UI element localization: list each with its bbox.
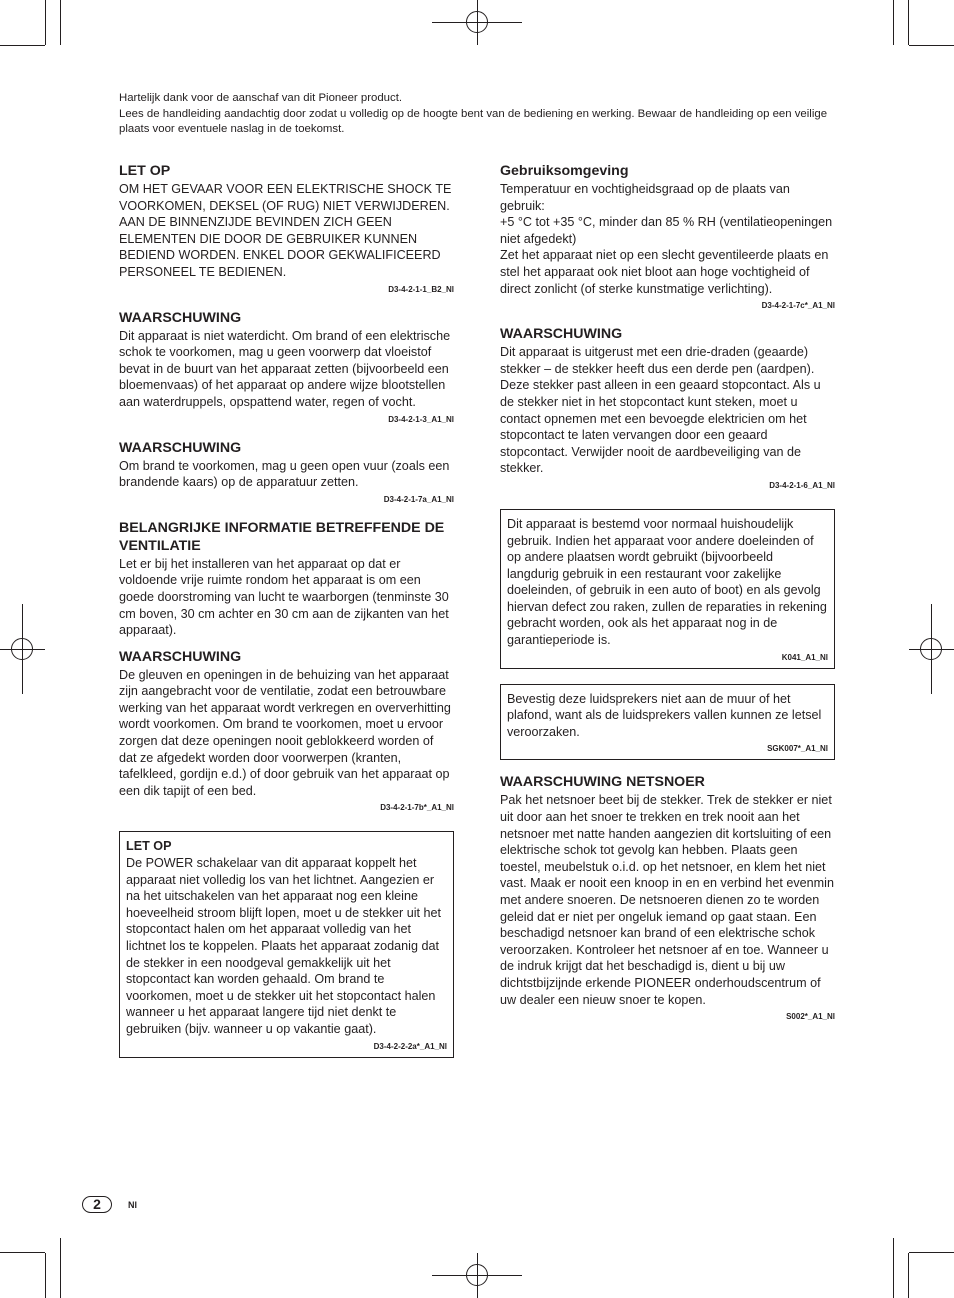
reference-code: D3-4-2-2-2a*_A1_Nl (373, 1041, 447, 1051)
section-text: Dit apparaat is uitgerust met een drie-draden (geaarde) stekker – de stekker heeft dus een derde pen (aardpen). Deze stekker past alleen in een geaard stopcontact. Als u de stekker niet in het stopcontact kunt steken, moet u contact opnemen met een bevoegde elektricien om het stopcontact te laten vervangen door een geaard stopcontact. Verwijder nooit de aardbeveiliging van de stekker. (500, 345, 821, 476)
left-column (119, 162, 454, 1073)
section-title: Gebruiksomgeving (500, 163, 629, 179)
section-title: WAARSCHUWING (119, 309, 242, 326)
section-let-op (119, 162, 454, 295)
section-text: +5 °C tot +35 °C, minder dan 85 % RH (ventilatieopeningen niet afgedekt) (500, 215, 833, 246)
reference-code: D3-4-2-1-7c*_A1_Nl (761, 301, 835, 311)
reference-code: D3-4-2-1-6_A1_Nl (769, 480, 835, 490)
page-number: 2 (82, 1196, 112, 1213)
box-text: Bevestig deze luidsprekers niet aan de muur of het plafond, want als de luidsprekers vallen kunnen ze letsel veroorzaken. (507, 691, 822, 739)
right-column (500, 162, 835, 1036)
section-text: Om brand te voorkomen, mag u geen open vuur (zoals een brandende kaars) op de apparatuur zetten. (119, 458, 450, 490)
reference-code: D3-4-2-1-1_B2_Nl (388, 284, 454, 294)
box-text: Dit apparaat is bestemd voor normaal huishoudelijk gebruik. Indien het apparaat voor andere doeleinden of op andere plaatsen wordt gebruikt (bijvoorbeeld langdurig gebruik in een restaurant voor zakelijke doeleinden, of gebruik in een auto of boot) en als gevolg hiervan defect zou raken, zullen de reparaties in rekening gebracht worden, ook als het apparaat nog in de garantieperiode is. (507, 516, 827, 648)
section-text: Zet het apparaat niet op een slecht geventileerde plaats en stel het apparaat ook niet bloot aan hoge vochtigheid of direct zonlicht (of sterke kunstmatige verlichting). (500, 248, 829, 296)
section-title: WAARSCHUWING (119, 648, 242, 665)
page-language: Nl (128, 1200, 137, 1210)
section-waarschuwing-water (119, 309, 454, 425)
reference-code: K041_A1_Nl (781, 652, 828, 662)
section-waarschuwing-netsnoer (500, 773, 835, 1022)
intro-line-1: Hartelijk dank voor de aanschaf van dit Pioneer product. (119, 92, 403, 104)
box-title: LET OP (126, 839, 172, 854)
intro-line-2: Lees de handleiding aandachtig door zodat u volledig op de hoogte bent van de bediening en werking. Bewaar de handleiding op een veilige plaats voor eventuele naslag in de toekomst. (119, 107, 828, 136)
section-text: De gleuven en openingen in de behuizing van het apparaat zijn aangebracht voor de ventilatie, zodat een betrouwbare werking van het apparaat wordt verkregen en oververhitting wordt voorkomen. Om brand te voorkomen, moet u ervoor zorgen dat deze openingen nooit geblokkeerd worden of dat ze afgedekt worden door voorwerpen (kranten, tafelkleed, gordijn e.d.) of door gebruik van het apparaat op een dik tapijt of een bed. (119, 667, 451, 798)
reference-code: D3-4-2-1-3_A1_Nl (388, 414, 454, 424)
intro-text (119, 91, 831, 138)
section-text: Temperatuur en vochtigheidsgraad op de plaats van gebruik: (500, 182, 790, 213)
section-title: WAARSCHUWING (119, 439, 242, 456)
reference-code: D3-4-2-1-7b*_A1_Nl (380, 803, 454, 813)
section-gebruiksomgeving (500, 162, 835, 311)
box-text: De POWER schakelaar van dit apparaat koppelt het apparaat niet volledig los van het lichtnet. Aangezien er na het uitschakelen van het apparaat nog een kleine hoeveelheid stroom blijft lopen, moet u de stekker uit het stopcontact halen om het apparaat volledig van het lichtnet los te koppelen. Plaats het apparaat zodanig dat de stekker in een noodgeval gemakkelijk uit het stopcontact kan worden gehaald. Om brand te voorkomen, moet u de stekker uit het stopcontact halen wanneer u het apparaat langere tijd niet denkt te gebruiken (bijv. wanneer u op vakantie gaat). (126, 856, 442, 1036)
section-title: WAARSCHUWING NETSNOER (500, 774, 705, 791)
section-ventilatie (119, 519, 454, 639)
section-text: Let er bij het installeren van het apparaat op dat er voldoende vrije ruimte rondom het apparaat is om een goede doorstroming van lucht te waarborgen (tenminste 30 cm boven, 30 cm achter en 30 cm aan de zijkanten van het apparaat). (119, 556, 449, 638)
reference-code: S002*_A1_Nl (786, 1012, 835, 1022)
section-title: LET OP (119, 163, 171, 179)
speaker-mount-notice-box (500, 684, 835, 761)
section-title: BELANGRIJKE INFORMATIE BETREFFENDE DE VENTILATIE (119, 519, 445, 554)
section-waarschuwing-stekker (500, 325, 835, 491)
section-text: Dit apparaat is niet waterdicht. Om brand of een elektrische schok te voorkomen, mag u geen voorwerp dat vloeistof bevat in de buurt van het apparaat zetten (bijvoorbeeld een bloemenvaas) of het apparaat op andere wijze blootstellen aan waterdruppels, opspattend water, regen of vocht. (119, 328, 451, 409)
section-text: OM HET GEVAAR VOOR EEN ELEKTRISCHE SHOCK TE VOORKOMEN, DEKSEL (OF RUG) NIET VERWIJDEREN. AAN DE BINNENZIJDE BEVINDEN ZICH GEEN ELEMENTEN DIE DOOR DE GEBRUIKER KUNNEN BEDIEND WORDEN. ENKEL DOOR GEKWALIFICEERD PERSONEEL TE BEDIENEN. (119, 182, 452, 279)
section-waarschuwing-vuur (119, 439, 454, 505)
section-waarschuwing-openingen (119, 648, 454, 814)
reference-code: D3-4-2-1-7a_A1_Nl (383, 494, 454, 504)
power-switch-notice-box (119, 831, 454, 1057)
section-title: WAARSCHUWING (500, 326, 623, 343)
household-use-notice-box (500, 509, 835, 669)
reference-code: SGK007*_A1_Nl (767, 744, 828, 754)
section-text: Pak het netsnoer beet bij de stekker. Trek de stekker er niet uit door aan het snoer te trekken en trek nooit aan het netsnoer met natte handen aangezien dit kortsluiting of een elektrische schok tot gevolg kan hebben. Plaats geen toestel, meubelstuk o.i.d. op het netsnoer, en klem het niet vast. Maak er nooit een knoop in en en verbind het evenmin met andere snoeren. De netsnoeren dienen zo te worden geleid dat er niet per ongeluk iemand op gaat staan. Een beschadigd netsnoer kan brand of een elektrische schok veroorzaken. Kontroleer het netsnoer af en toe. Wanneer u de indruk krijgt dat het beschadigd is, dient u bij uw dichtstbijzijnde erkende PIONEER onderhoudscentrum of uw dealer een nieuw snoer te kopen. (500, 793, 834, 1007)
